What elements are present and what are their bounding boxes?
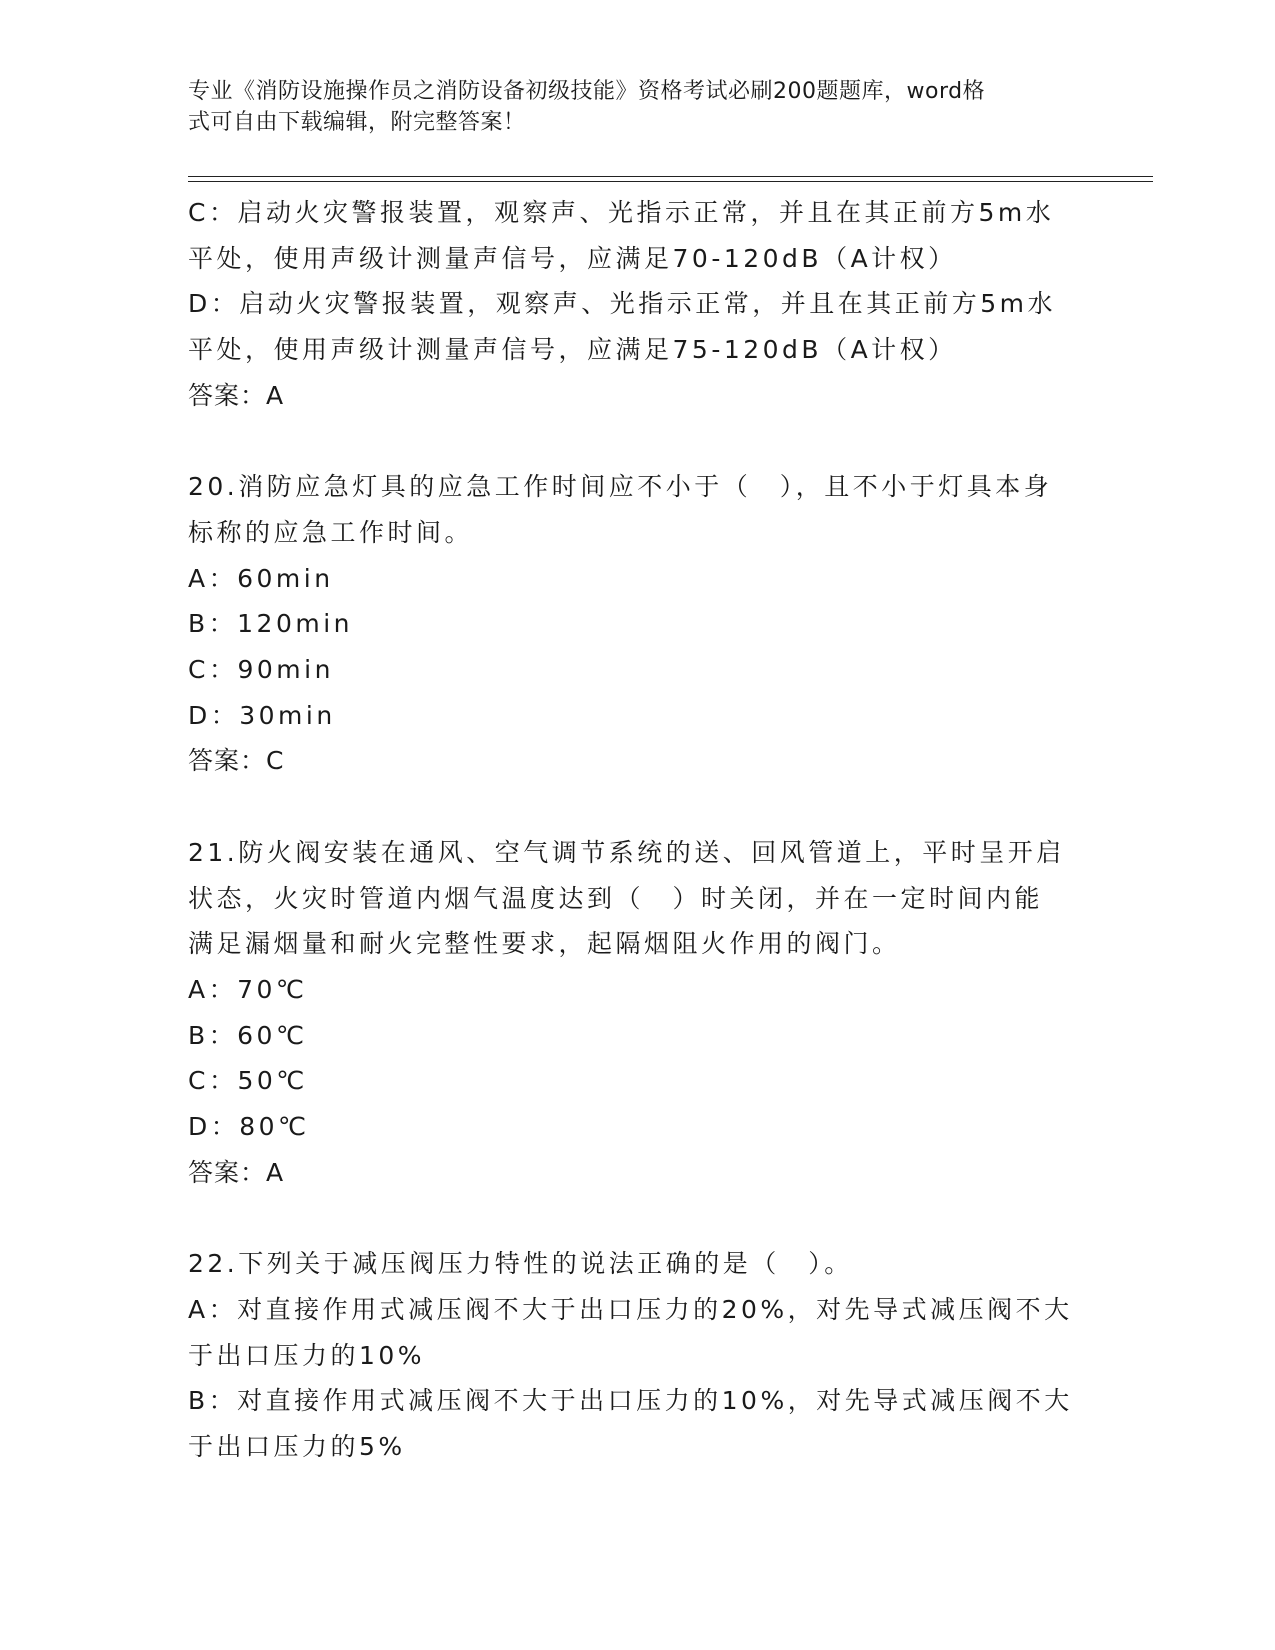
document-header [188, 76, 1068, 138]
option-b: B：60℃ [188, 1020, 308, 1050]
question-stem-line: 22.下列关于减压阀压力特性的说法正确的是（ ）。 [188, 1249, 853, 1279]
option-line: 于出口压力的10% [188, 1340, 426, 1370]
header-divider-bottom [188, 181, 1153, 182]
question-19-continued [188, 190, 1088, 419]
option-line: 平处，使用声级计测量声信号，应满足75-120dB（A计权） [188, 335, 957, 365]
answer-label: 答案：A [188, 1157, 285, 1187]
header-divider-top [188, 176, 1153, 177]
option-d: D：30min [188, 700, 336, 730]
question-20 [188, 464, 1088, 784]
spacer [188, 1195, 1088, 1241]
option-c: C：50℃ [188, 1066, 308, 1096]
header-line-1: 专业《消防设施操作员之消防设备初级技能》资格考试必刷200题题库，word格 [188, 79, 986, 104]
option-a: A：60min [188, 563, 334, 593]
option-line: C：启动火灾警报装置，观察声、光指示正常，并且在其正前方5m水 [188, 198, 1055, 227]
option-line: D：启动火灾警报装置，观察声、光指示正常，并且在其正前方5m水 [188, 289, 1057, 319]
option-line: 平处，使用声级计测量声信号，应满足70-120dB（A计权） [188, 243, 957, 273]
answer-label: 答案：A [188, 380, 285, 410]
option-line: B：对直接作用式减压阀不大于出口压力的10%，对先导式减压阀不大 [188, 1386, 1073, 1416]
option-line: A：对直接作用式减压阀不大于出口压力的20%，对先导式减压阀不大 [188, 1294, 1073, 1324]
question-list [188, 190, 1088, 1470]
question-21 [188, 830, 1088, 1196]
spacer [188, 784, 1088, 830]
header-line-2: 式可自由下载编辑，附完整答案！ [188, 110, 526, 135]
option-c: C：90min [188, 655, 334, 685]
option-d: D：80℃ [188, 1112, 310, 1142]
question-stem-line: 状态，火灾时管道内烟气温度达到（ ）时关闭，并在一定时间内能 [188, 883, 1044, 913]
option-d [188, 281, 1088, 372]
answer-label: 答案：C [188, 746, 285, 776]
option-c [188, 190, 1088, 281]
question-stem-line: 21.防火阀安装在通风、空气调节系统的送、回风管道上，平时呈开启 [188, 837, 1065, 867]
option-b [188, 1378, 1088, 1469]
spacer [188, 419, 1088, 465]
question-stem-line: 满足漏烟量和耐火完整性要求，起隔烟阻火作用的阀门。 [188, 929, 901, 959]
question-22 [188, 1241, 1088, 1470]
option-b: B：120min [188, 609, 354, 639]
question-stem-line: 标称的应急工作时间。 [188, 517, 474, 547]
question-stem-line: 20.消防应急灯具的应急工作时间应不小于（ ），且不小于灯具本身 [188, 472, 1053, 502]
option-a: A：70℃ [188, 974, 308, 1004]
option-a [188, 1287, 1088, 1378]
option-line: 于出口压力的5% [188, 1431, 406, 1461]
